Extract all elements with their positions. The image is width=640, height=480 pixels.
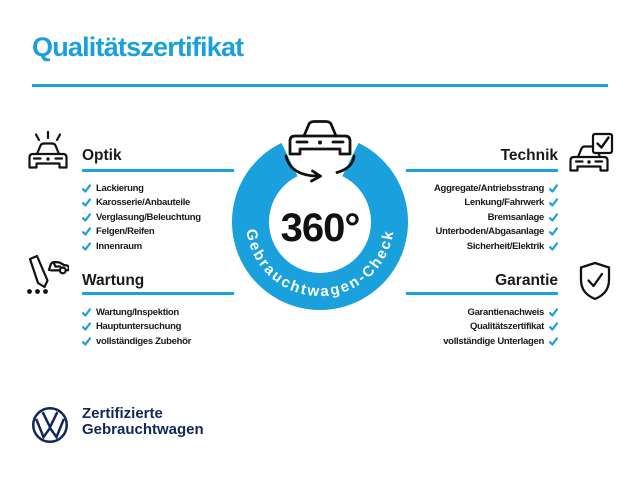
check-icon (82, 227, 91, 236)
list-item (82, 305, 252, 320)
section-divider-garantie (406, 292, 558, 295)
list-item (82, 181, 252, 196)
list-item (388, 320, 558, 335)
service-checklist-icon (23, 254, 69, 296)
list-item (388, 196, 558, 211)
checklist-optik (82, 181, 252, 254)
section-title-technik: Technik (500, 147, 558, 164)
check-icon (549, 322, 558, 331)
checklist-garantie (388, 305, 558, 349)
check-icon (82, 337, 91, 346)
shield-check-icon (578, 261, 612, 301)
title-divider (32, 84, 608, 87)
item-label: Qualitätszertifikat (469, 321, 544, 333)
vw-logo (31, 406, 69, 444)
item-label: Lenkung/Fahrwerk (464, 197, 544, 209)
list-item (388, 181, 558, 196)
list-item (82, 239, 252, 254)
list-item (388, 239, 558, 254)
list-item (388, 225, 558, 240)
item-label: Innenraum (96, 240, 142, 252)
list-item (388, 305, 558, 320)
section-divider-wartung (82, 292, 234, 295)
check-icon (82, 198, 91, 207)
list-item (82, 320, 252, 335)
check-icon (82, 184, 91, 193)
item-label: Garantienachweis (467, 306, 544, 318)
item-label: Aggregate/Antriebsstrang (434, 182, 544, 194)
item-label: Karosserie/Anbauteile (96, 197, 191, 209)
check-icon (549, 198, 558, 207)
check-icon (82, 213, 91, 222)
check-icon (549, 184, 558, 193)
check-icon (549, 213, 558, 222)
section-divider-technik (406, 169, 558, 172)
check-icon (549, 308, 558, 317)
car-shine-icon (27, 129, 69, 175)
360-check-medallion (232, 116, 408, 312)
item-label: vollständige Unterlagen (443, 335, 544, 347)
section-title-garantie: Garantie (495, 272, 558, 289)
item-label: Hauptuntersuchung (96, 321, 182, 333)
item-label: Felgen/Reifen (96, 226, 155, 238)
check-icon (82, 322, 91, 331)
list-item (388, 334, 558, 349)
list-item (82, 334, 252, 349)
item-label: Unterboden/Abgasanlage (435, 226, 544, 238)
item-label: Lackierung (96, 182, 144, 194)
check-icon (549, 337, 558, 346)
footer-brand-text (82, 406, 204, 437)
car-checkbox-icon (568, 131, 614, 177)
section-title-optik: Optik (82, 147, 122, 164)
item-label: vollständiges Zubehör (96, 335, 192, 347)
list-item (82, 225, 252, 240)
list-item (388, 210, 558, 225)
list-item (82, 196, 252, 211)
page-title: Qualitätszertifikat (32, 32, 244, 62)
item-label: Sicherheit/Elektrik (466, 240, 544, 252)
check-icon (549, 227, 558, 236)
check-icon (82, 308, 91, 317)
degree-label: 360° (280, 206, 360, 250)
footer-line2: Gebrauchtwagen (82, 420, 204, 438)
ring-label: Gebrauchtwagen-Check (242, 227, 398, 301)
list-item (82, 210, 252, 225)
item-label: Bremsanlage (487, 211, 544, 223)
checklist-technik (388, 181, 558, 254)
car-front-rotate-icon (286, 122, 354, 182)
item-label: Verglasung/Beleuchtung (96, 211, 201, 223)
check-icon (549, 242, 558, 251)
footer-line1: Zertifizierte (82, 405, 163, 422)
section-title-wartung: Wartung (82, 272, 145, 289)
item-label: Wartung/Inspektion (96, 306, 179, 318)
check-icon (82, 242, 91, 251)
section-divider-optik (82, 169, 234, 172)
checklist-wartung (82, 305, 252, 349)
